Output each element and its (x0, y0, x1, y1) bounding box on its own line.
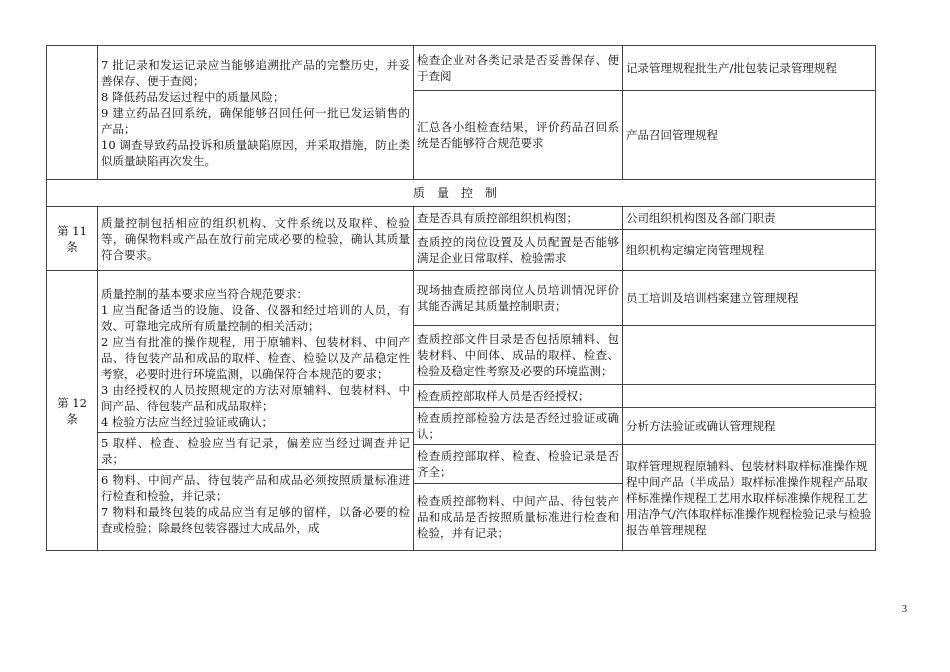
check-cell: 检查质控部取样人员是否经授权； (414, 385, 623, 408)
doc-cell (623, 385, 876, 408)
gmp-checklist-table (46, 45, 876, 551)
page-number: 3 (902, 604, 907, 615)
doc-cell: 公司组织机构图及各部门职责 (623, 207, 876, 230)
doc-cell: 分析方法验证或确认管理规程 (623, 408, 876, 445)
requirement-line: 2 应当有批准的操作规程，用于原辅料、包装材料、中间产品、待包装产品和成品的取样、检查、检验以及产品稳定性考察，必要时进行环境监测，以确保符合本规范的要求； (101, 334, 410, 381)
check-cell: 查质控的岗位设置及人员配置是否能够满足企业日常取样、检验需求 (414, 230, 623, 271)
check-cell: 检查质控部取样、检查、检验记录是否齐全； (414, 445, 623, 484)
requirement-line: 8 降低药品发运过程中的质量风险； (101, 89, 285, 104)
requirement-line: 10 调查导致药品投诉和质量缺陷原因，并采取措施，防止类似质量缺陷再次发生。 (101, 137, 410, 168)
check-cell: 检查企业对各类记录是否妥善保存、便于查阅 (414, 46, 623, 91)
requirement-line: 7 物料和最终包装的成品应当有足够的留样，以备必要的检查或检验；除最终包装容器过大成品外，成 (101, 504, 410, 535)
section-title: 质量控制 (47, 180, 876, 207)
check-cell: 检查质控部物料、中间产品、待包装产品和成品是否按照质量标准进行检查和检验，并有记录； (414, 484, 623, 551)
check-cell: 查是否具有质控部组织机构图； (414, 207, 623, 230)
doc-cell: 产品召回管理规程 (623, 91, 876, 180)
doc-cell: 员工培训及培训档案建立管理规程 (623, 271, 876, 326)
article-cell (47, 46, 98, 180)
requirement-line: 3 由经授权的人员按照规定的方法对原辅料、包装材料、中间产品、待包装产品和成品取样； (101, 382, 410, 413)
requirement-line: 9 建立药品召回系统，确保能够召回任何一批已发运销售的产品； (101, 105, 410, 136)
requirement-line: 1 应当配备适当的设施、设备、仪器和经过培训的人员，有效、可靠地完成所有质量控制的相关活动； (101, 302, 410, 333)
requirement-segment (98, 432, 413, 467)
doc-cell: 取样管理规程原辅料、包装材料取样标准操作规程中间产品（半成品）取样标准操作规程产品取样标准操作规程工艺用水取样标准操作规程工艺用洁净气/汽体取样标准操作规程检验记录与检验报告单管理规程 (623, 445, 876, 551)
table-row (47, 207, 876, 230)
requirement-line: 4 检验方法应当经过验证或确认； (101, 414, 273, 429)
check-cell: 检查质控部检验方法是否经过验证或确认； (414, 408, 623, 445)
requirement-line: 6 物料、中间产品、待包装产品和成品必须按照质量标准进行检查和检验，并记录； (101, 472, 410, 503)
doc-cell (623, 326, 876, 385)
requirement-line: 质量控制的基本要求应当符合规范要求： (101, 286, 308, 301)
table-row (47, 180, 876, 207)
requirement-segment (98, 469, 413, 536)
doc-cell: 记录管理规程批生产/批包装记录管理规程 (623, 46, 876, 91)
doc-cell: 组织机构定编定岗管理规程 (623, 230, 876, 271)
table-row (47, 46, 876, 91)
check-cell: 查质控部文件目录是否包括原辅料、包装材料、中间体、成品的取样、检查、检验及稳定性考察及必要的环境监测； (414, 326, 623, 385)
requirement-cell (98, 46, 414, 180)
requirement-line: 7 批记录和发运记录应当能够追溯批产品的完整历史，并妥善保存、便于查阅； (101, 57, 410, 88)
article-cell: 第 12 条 (47, 271, 98, 551)
article-cell: 第 11 条 (47, 207, 98, 271)
table-row (47, 271, 876, 326)
requirement-cell (98, 271, 414, 551)
check-cell: 现场抽查质控部岗位人员培训情况评价其能否满足其质量控制职责； (414, 271, 623, 326)
requirement-cell: 质量控制包括相应的组织机构、文件系统以及取样、检验等，确保物料或产品在放行前完成必要的检验，确认其质量符合要求。 (98, 207, 414, 271)
requirement-line: 5 取样、检查、检验应当有记录，偏差应当经过调查并记录； (101, 435, 410, 466)
check-cell: 汇总各小组检查结果，评价药品召回系统是否能够符合规范要求 (414, 91, 623, 180)
